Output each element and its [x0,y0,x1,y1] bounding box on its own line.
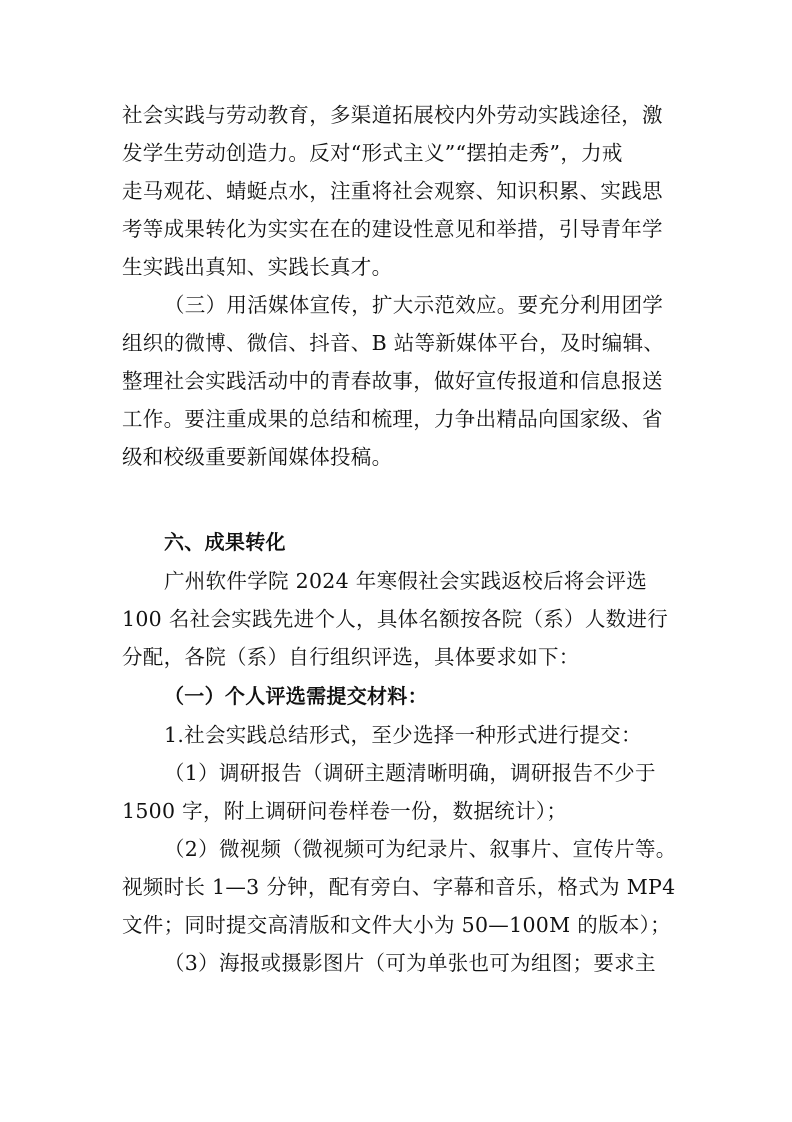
paragraph-line: （三）用活媒体宣传，扩大示范效应。要充分利用团学 [164,293,664,317]
paragraph-line: 视频时长 1—3 分钟，配有旁白、字幕和音乐，格式为 MP4 [122,875,676,899]
paragraph-line: 考等成果转化为实实在在的建设性意见和举措，引导青年学 [122,217,663,241]
paragraph-line: 1.社会实践总结形式，至少选择一种形式进行提交： [164,723,642,747]
paragraph-line: 工作。要注重成果的总结和梳理，力争出精品向国家级、省 [122,407,663,431]
paragraph-line: 分配，各院（系）自行组织评选，具体要求如下： [122,645,580,669]
subsection-heading: （一）个人评选需提交材料： [164,684,428,708]
paragraph-line: 文件；同时提交高清版和文件大小为 50—100M 的版本）； [122,913,671,937]
paragraph-line: 级和校级重要新闻媒体投稿。 [122,445,393,469]
paragraph-line: 组织的微博、微信、抖音、B 站等新媒体平台，及时编辑、 [122,331,665,355]
paragraph-line: （2）微视频（微视频可为纪录片、叙事片、宣传片等。 [164,837,677,861]
paragraph-line: 1500 字，附上调研问卷样卷一份，数据统计）； [122,799,568,823]
paragraph-line: 广州软件学院 2024 年寒假社会实践返校后将会评选 [164,569,648,593]
paragraph-line: 整理社会实践活动中的青春故事，做好宣传报道和信息报送 [122,369,663,393]
paragraph-line: 走马观花、蜻蜓点水，注重将社会观察、知识积累、实践思 [122,179,663,203]
paragraph-line: 生实践出真知、实践长真才。 [122,255,393,279]
section-heading: 六、成果转化 [164,530,286,554]
paragraph-line: 100 名社会实践先进个人，具体名额按各院（系）人数进行 [122,607,669,631]
paragraph-line: （3）海报或摄影图片（可为单张也可为组图；要求主 [164,951,656,975]
paragraph-line: 发学生劳动创造力。反对“形式主义”“摆拍走秀”，力戒 [122,141,623,165]
paragraph-line: （1）调研报告（调研主题清晰明确，调研报告不少于 [164,761,656,785]
paragraph-line: 社会实践与劳动教育，多渠道拓展校内外劳动实践途径，激 [122,103,663,127]
